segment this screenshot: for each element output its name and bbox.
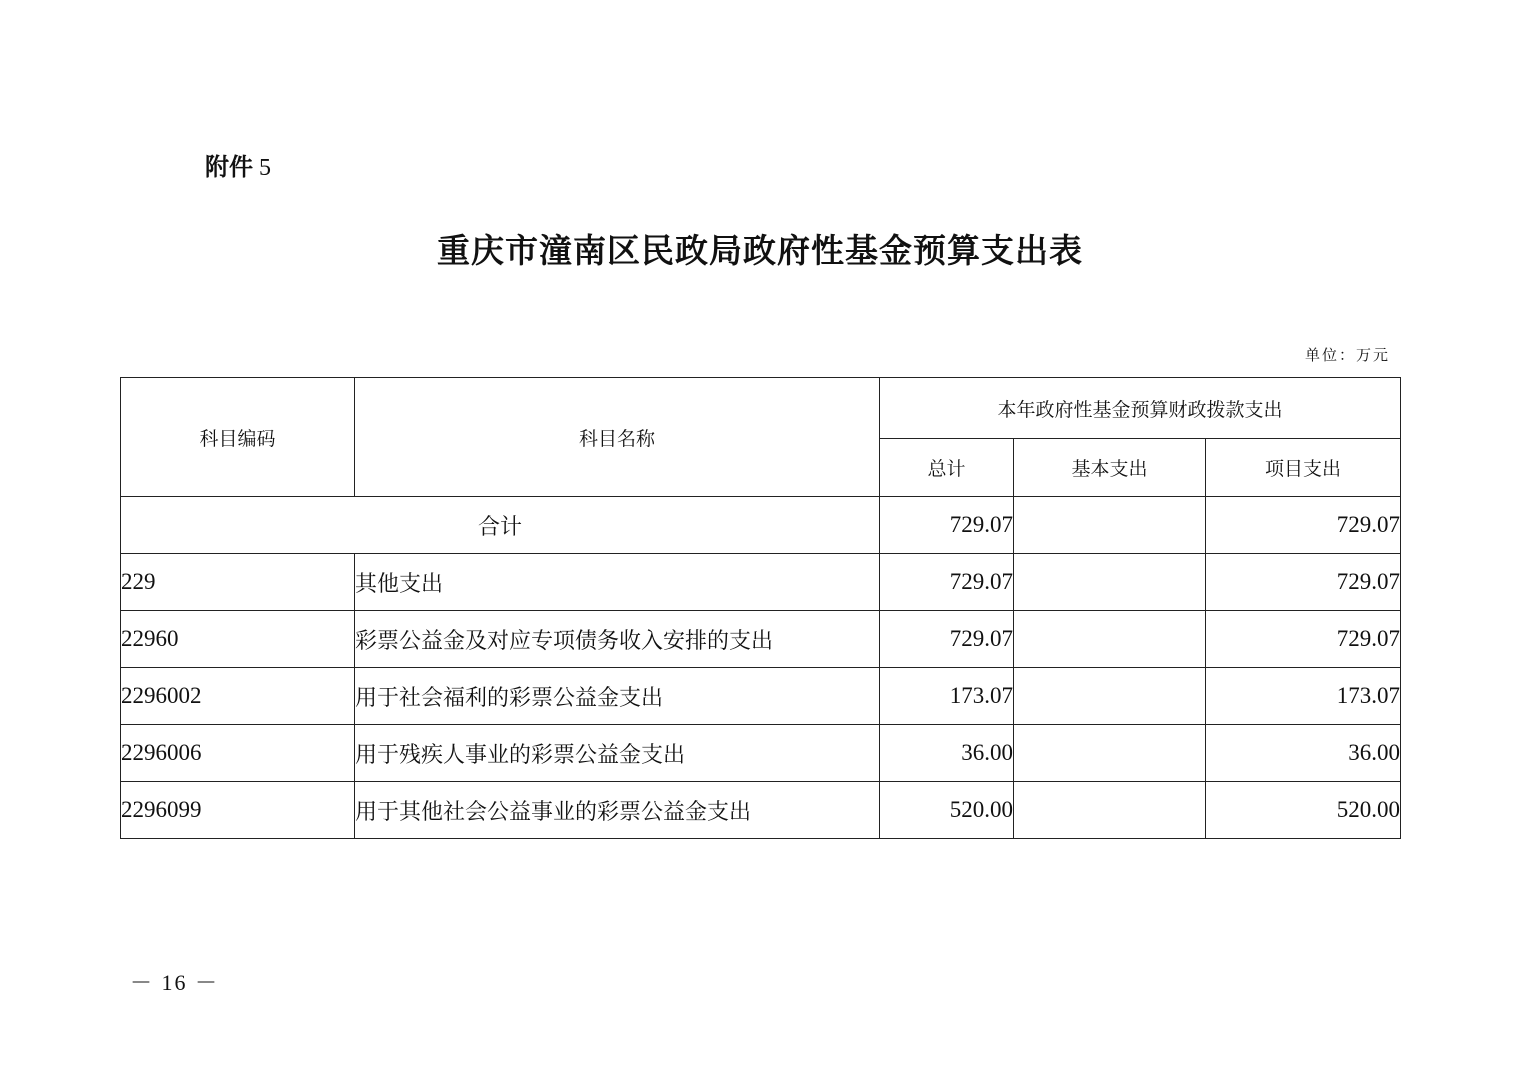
header-project: 项目支出 xyxy=(1206,439,1401,497)
header-group: 本年政府性基金预算财政拨款支出 xyxy=(880,378,1401,439)
row-code: 229 xyxy=(121,554,355,611)
header-row-1 xyxy=(121,378,1401,439)
row-project: 36.00 xyxy=(1206,725,1401,782)
attachment-label xyxy=(205,150,271,185)
row-total: 729.07 xyxy=(880,554,1014,611)
row-name: 用于其他社会公益事业的彩票公益金支出 xyxy=(355,782,880,839)
attachment-text: 附件 xyxy=(205,153,253,181)
total-total: 729.07 xyxy=(880,497,1014,554)
total-label: 合计 xyxy=(121,497,880,554)
header-code: 科目编码 xyxy=(121,378,355,497)
row-total: 520.00 xyxy=(880,782,1014,839)
page-number: － 16 － xyxy=(130,970,220,995)
row-project: 173.07 xyxy=(1206,668,1401,725)
table-row xyxy=(121,782,1401,839)
row-code: 2296099 xyxy=(121,782,355,839)
header-name: 科目名称 xyxy=(355,378,880,497)
row-total: 173.07 xyxy=(880,668,1014,725)
total-project: 729.07 xyxy=(1206,497,1401,554)
row-project: 520.00 xyxy=(1206,782,1401,839)
row-code: 2296006 xyxy=(121,725,355,782)
row-project: 729.07 xyxy=(1206,554,1401,611)
row-code: 2296002 xyxy=(121,668,355,725)
row-name: 彩票公益金及对应专项债务收入安排的支出 xyxy=(355,611,880,668)
row-code: 22960 xyxy=(121,611,355,668)
row-basic xyxy=(1014,611,1206,668)
row-name: 其他支出 xyxy=(355,554,880,611)
row-basic xyxy=(1014,668,1206,725)
row-name: 用于残疾人事业的彩票公益金支出 xyxy=(355,725,880,782)
table-row xyxy=(121,668,1401,725)
attachment-number: 5 xyxy=(259,155,271,181)
budget-table xyxy=(120,377,1401,839)
header-basic: 基本支出 xyxy=(1014,439,1206,497)
row-total: 36.00 xyxy=(880,725,1014,782)
table-row xyxy=(121,554,1401,611)
header-total: 总计 xyxy=(880,439,1014,497)
total-row xyxy=(121,497,1401,554)
table-row xyxy=(121,611,1401,668)
row-project: 729.07 xyxy=(1206,611,1401,668)
row-basic xyxy=(1014,782,1206,839)
table-row xyxy=(121,725,1401,782)
row-name: 用于社会福利的彩票公益金支出 xyxy=(355,668,880,725)
row-basic xyxy=(1014,554,1206,611)
row-basic xyxy=(1014,725,1206,782)
row-total: 729.07 xyxy=(880,611,1014,668)
unit-label: 单位：万元 xyxy=(1304,346,1390,364)
total-basic xyxy=(1014,497,1206,554)
page-title: 重庆市潼南区民政局政府性基金预算支出表 xyxy=(437,231,1083,270)
